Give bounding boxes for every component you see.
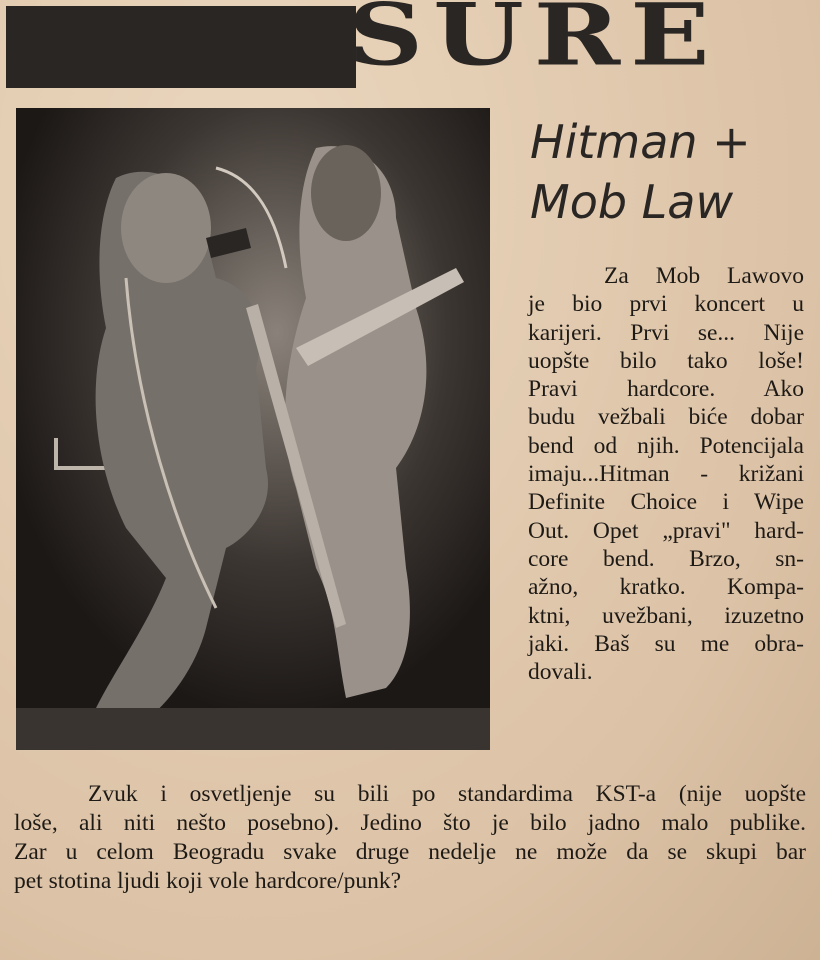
- column-line: uopšte bilo tako loše!: [528, 347, 804, 374]
- paragraph-line: Zar u celom Beogradu svake druge nedelje ne može da se skupi bar: [14, 839, 806, 865]
- column-line: ažno, kratko. Kompa-: [528, 574, 804, 601]
- header-black-bar: [6, 6, 356, 88]
- column-line: dovali.: [528, 659, 593, 686]
- column-line: je bio prvi koncert u: [528, 291, 804, 318]
- headline-line: Mob Law: [530, 175, 734, 229]
- column-line: Pravi hardcore. Ako: [528, 376, 804, 403]
- column-line: imaju...Hitman - križani: [528, 461, 804, 488]
- article-column-text: [528, 262, 804, 686]
- concert-photo: [16, 108, 490, 750]
- column-line: jaki. Baš su me obra-: [528, 630, 804, 657]
- article-headline: [530, 112, 810, 232]
- column-line: bend od njih. Potencijala: [528, 432, 804, 459]
- article-bottom-paragraph: [14, 780, 806, 896]
- paragraph-line: loše, ali niti nešto posebno). Jedino što je bilo jadno malo publike.: [14, 810, 806, 836]
- header-title: SURE: [348, 0, 720, 76]
- column-line: budu vežbali biće dobar: [528, 404, 804, 431]
- column-line: Out. Opet „pravi" hard-: [528, 517, 804, 544]
- paragraph-line: Zvuk i osvetljenje su bili po standardima KST-a (nije uopšte: [88, 781, 806, 807]
- column-line: karijeri. Prvi se... Nije: [528, 319, 804, 346]
- headline-line: Hitman +: [530, 115, 751, 169]
- paragraph-line: pet stotina ljudi koji vole hardcore/punk?: [14, 868, 402, 894]
- column-line: ktni, uvežbani, izuzetno: [528, 602, 804, 629]
- column-line: core bend. Brzo, sn-: [528, 545, 804, 572]
- column-line: Za Mob Lawovo: [604, 263, 804, 289]
- photo-concert-icon: [16, 108, 490, 750]
- column-line: Definite Choice i Wipe: [528, 489, 804, 516]
